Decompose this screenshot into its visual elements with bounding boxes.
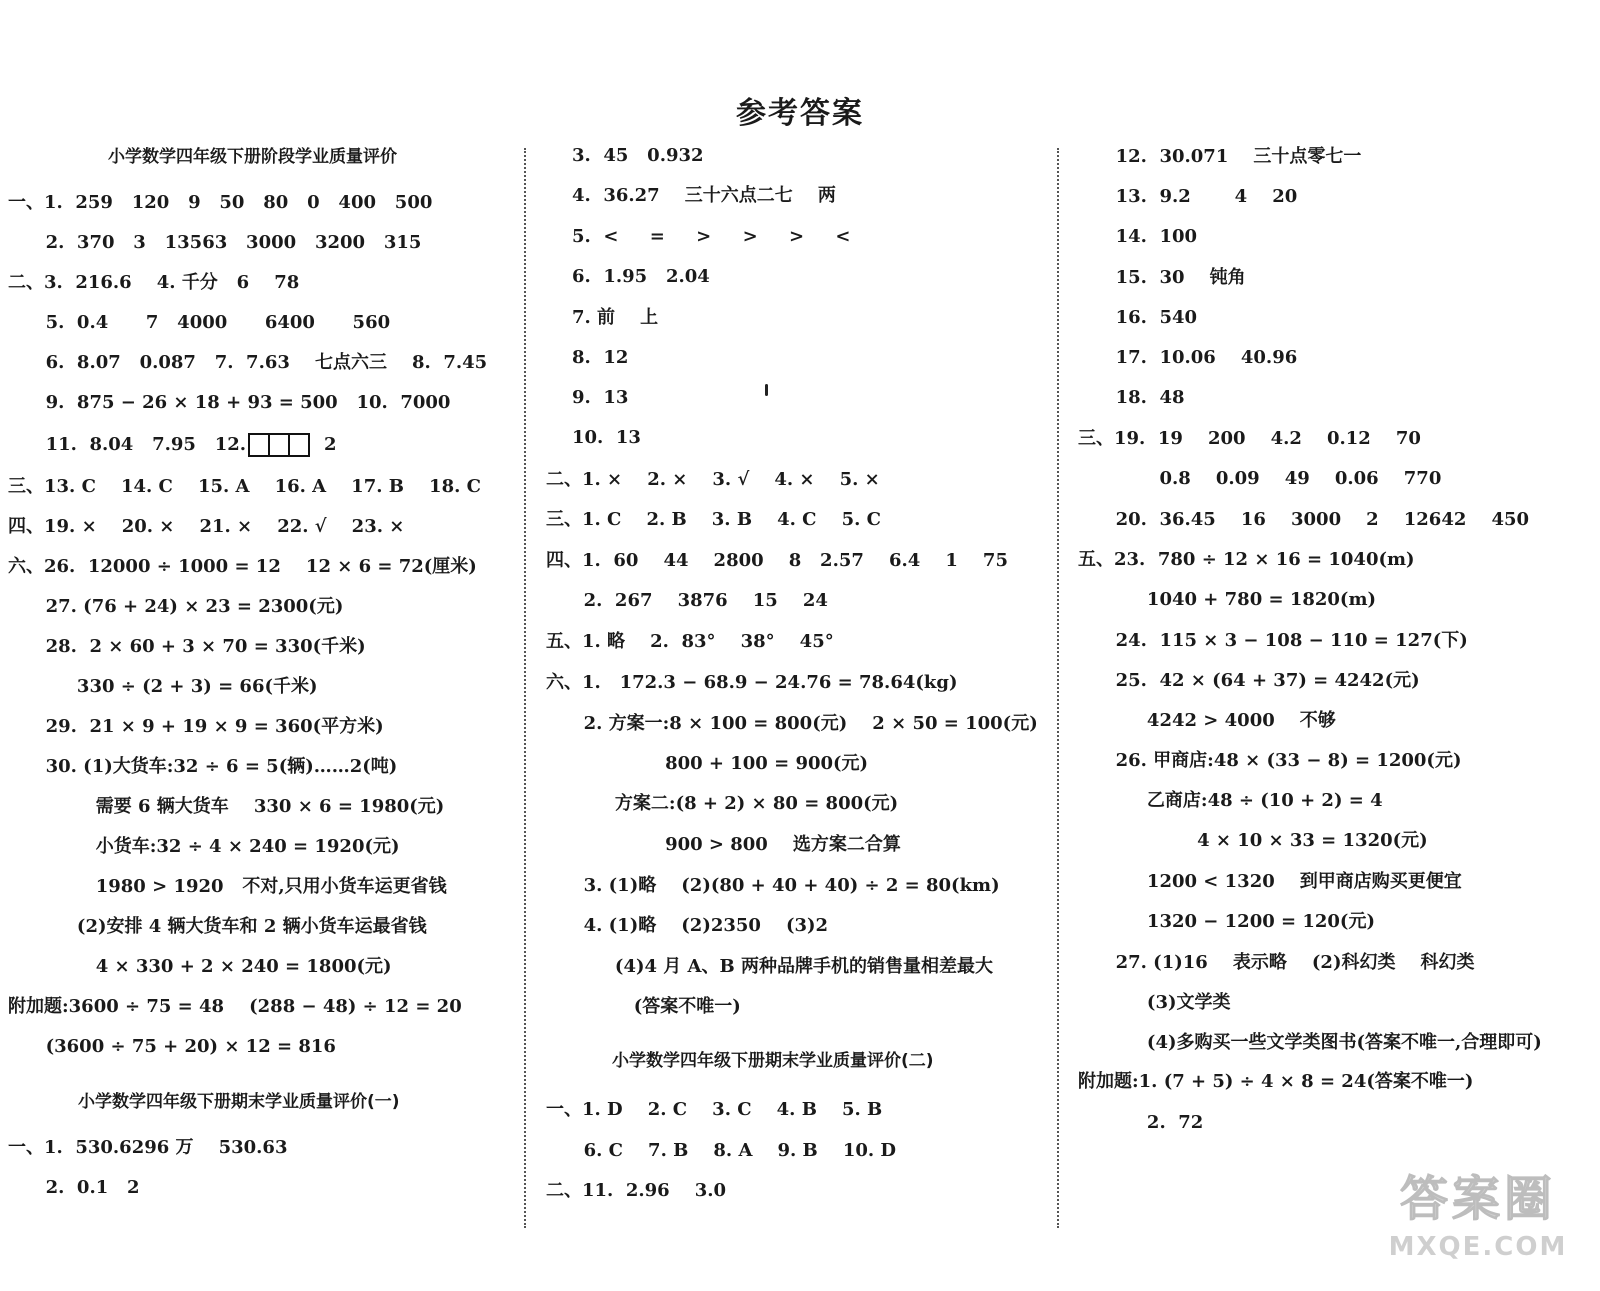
answer-line: 12. 30.071 三十点零七一 <box>1078 146 1362 167</box>
section-heading-final-2: 小学数学四年级下册期末学业质量评价(二) <box>612 1051 934 1071</box>
answer-line: 二、11. 2.96 3.0 <box>546 1180 727 1201</box>
watermark-logo <box>1378 1168 1578 1283</box>
answer-line: 27. (1)16 表示略 (2)科幻类 科幻类 <box>1078 952 1475 973</box>
answer-line: 14. 100 <box>1078 226 1198 247</box>
answer-line: 三、19. 19 200 4.2 0.12 70 <box>1078 428 1421 449</box>
answer-line: 5. < = > > > < <box>572 226 851 247</box>
answer-line: 15. 30 钝角 <box>1078 267 1246 288</box>
answer-line: 3. 45 0.932 <box>572 145 704 166</box>
page-title: 参考答案 <box>736 96 864 131</box>
answer-line: 900 > 800 选方案二合算 <box>546 834 901 855</box>
stray-mark <box>765 384 768 396</box>
answer-line: 2. 方案一:8 × 100 = 800(元) 2 × 50 = 100(元) <box>546 713 1038 734</box>
answer-line: (3600 ÷ 75 + 20) × 12 = 816 <box>8 1036 336 1057</box>
answer-line: 30. (1)大货车:32 ÷ 6 = 5(辆)……2(吨) <box>8 756 398 777</box>
answer-line: 25. 42 × (64 + 37) = 4242(元) <box>1078 670 1420 691</box>
answer-line: 20. 36.45 16 3000 2 12642 450 <box>1078 509 1530 530</box>
answer-line: 13. 9.2 4 20 <box>1078 186 1298 207</box>
answer-line: 4. (1)略 (2)2350 (3)2 <box>546 915 829 936</box>
answer-line: 二、3. 216.6 4. 千分 6 78 <box>8 272 300 293</box>
answer-line: 1320 − 1200 = 120(元) <box>1078 911 1375 932</box>
answer-line: 17. 10.06 40.96 <box>1078 347 1298 368</box>
answer-line: 2. 0.1 2 <box>8 1177 140 1198</box>
answer-line: 8. 12 <box>572 347 629 368</box>
answer-line: 29. 21 × 9 + 19 × 9 = 360(平方米) <box>8 716 384 737</box>
answer-line: 2. 267 3876 15 24 <box>546 590 828 611</box>
answer-line: (4)多购买一些文学类图书(答案不唯一,合理即可) <box>1078 1032 1542 1053</box>
answer-line: 五、1. 略 2. 83° 38° 45° <box>546 631 834 652</box>
answer-boxes <box>250 425 310 465</box>
answer-value: 2 <box>324 434 337 455</box>
answer-line: 10. 13 <box>572 427 641 448</box>
answer-line: 四、1. 60 44 2800 8 2.57 6.4 1 75 <box>546 550 1008 571</box>
answer-line: 11. 8.04 7.95 12. <box>8 434 247 455</box>
answer-line: 16. 540 <box>1078 307 1198 328</box>
answer-line: 5. 0.4 7 4000 6400 560 <box>8 312 391 333</box>
answer-line-with-boxes <box>8 425 337 465</box>
answer-line: 330 ÷ (2 + 3) = 66(千米) <box>8 676 318 697</box>
answer-line: 9. 875 − 26 × 18 + 93 = 500 10. 7000 <box>8 392 451 413</box>
answer-line: 六、1. 172.3 − 68.9 − 24.76 = 78.64(kg) <box>546 672 958 693</box>
answer-line: 6. 1.95 2.04 <box>572 266 710 287</box>
answer-line: 1040 + 780 = 1820(m) <box>1078 589 1377 610</box>
answer-line: 4. 36.27 三十六点二七 两 <box>572 185 836 206</box>
answer-line: 2. 72 <box>1078 1112 1204 1133</box>
answer-line: 4242 > 4000 不够 <box>1078 710 1336 731</box>
answer-line: (4)4 月 A、B 两种品牌手机的销售量相差最大 <box>546 956 993 977</box>
answer-line: 24. 115 × 3 − 108 − 110 = 127(下) <box>1078 630 1468 651</box>
answer-line: 18. 48 <box>1078 387 1185 408</box>
answer-line: 小货车:32 ÷ 4 × 240 = 1920(元) <box>8 836 400 857</box>
answer-line: 26. 甲商店:48 × (33 − 8) = 1200(元) <box>1078 750 1462 771</box>
answer-line: 三、1. C 2. B 3. B 4. C 5. C <box>546 509 881 530</box>
answer-line: 二、1. × 2. × 3. √ 4. × 5. × <box>546 469 880 490</box>
answer-line: 一、1. 530.6296 万 530.63 <box>8 1137 288 1158</box>
answer-line: 四、19. × 20. × 21. × 22. √ 23. × <box>8 516 405 537</box>
answer-line: 六、26. 12000 ÷ 1000 = 12 12 × 6 = 72(厘米) <box>8 556 477 577</box>
answer-line: (答案不唯一) <box>546 996 741 1017</box>
answer-line: 4 × 10 × 33 = 1320(元) <box>1078 830 1428 851</box>
answer-line: 乙商店:48 ÷ (10 + 2) = 4 <box>1078 790 1383 811</box>
answer-line: 6. 8.07 0.087 7. 7.63 七点六三 8. 7.45 <box>8 352 488 373</box>
answer-line: 一、1. D 2. C 3. C 4. B 5. B <box>546 1099 883 1120</box>
answer-line: 2. 370 3 13563 3000 3200 315 <box>8 232 422 253</box>
answer-line: 附加题:1. (7 + 5) ÷ 4 × 8 = 24(答案不唯一) <box>1078 1071 1474 1092</box>
answer-line: 五、23. 780 ÷ 12 × 16 = 1040(m) <box>1078 549 1415 570</box>
answer-line: 27. (76 + 24) × 23 = 2300(元) <box>8 596 344 617</box>
answer-line: 28. 2 × 60 + 3 × 70 = 330(千米) <box>8 636 366 657</box>
answer-line: 1200 < 1320 到甲商店购买更便宜 <box>1078 871 1462 892</box>
answer-line: 7. 前 上 <box>572 307 659 328</box>
answer-line: 3. (1)略 (2)(80 + 40 + 40) ÷ 2 = 80(km) <box>546 875 1000 896</box>
answer-line: (3)文学类 <box>1078 992 1231 1013</box>
answer-line: 一、1. 259 120 9 50 80 0 400 500 <box>8 192 433 213</box>
answer-line: 1980 > 1920 不对,只用小货车运更省钱 <box>8 876 447 897</box>
answer-line: 附加题:3600 ÷ 75 = 48 (288 − 48) ÷ 12 = 20 <box>8 996 462 1017</box>
answer-line: 9. 13 <box>572 387 629 408</box>
section-heading-final-1: 小学数学四年级下册期末学业质量评价(一) <box>78 1092 400 1112</box>
section-heading-stage: 小学数学四年级下册阶段学业质量评价 <box>108 147 397 167</box>
answer-line: 方案二:(8 + 2) × 80 = 800(元) <box>546 793 899 814</box>
answer-line: 4 × 330 + 2 × 240 = 1800(元) <box>8 956 392 977</box>
answer-line: 0.8 0.09 49 0.06 770 <box>1078 468 1442 489</box>
column-divider-right <box>1057 148 1059 1228</box>
answer-line: 800 + 100 = 900(元) <box>546 753 869 774</box>
watermark-main-text: 答案圈 <box>1399 1171 1556 1227</box>
column-divider-left <box>524 148 526 1228</box>
answer-line: 需要 6 辆大货车 330 × 6 = 1980(元) <box>8 796 445 817</box>
watermark-site-text: MXQE.COM <box>1388 1232 1568 1262</box>
answer-line: (2)安排 4 辆大货车和 2 辆小货车运最省钱 <box>8 916 427 937</box>
answer-line: 6. C 7. B 8. A 9. B 10. D <box>546 1140 897 1161</box>
answer-line: 三、13. C 14. C 15. A 16. A 17. B 18. C <box>8 476 481 497</box>
